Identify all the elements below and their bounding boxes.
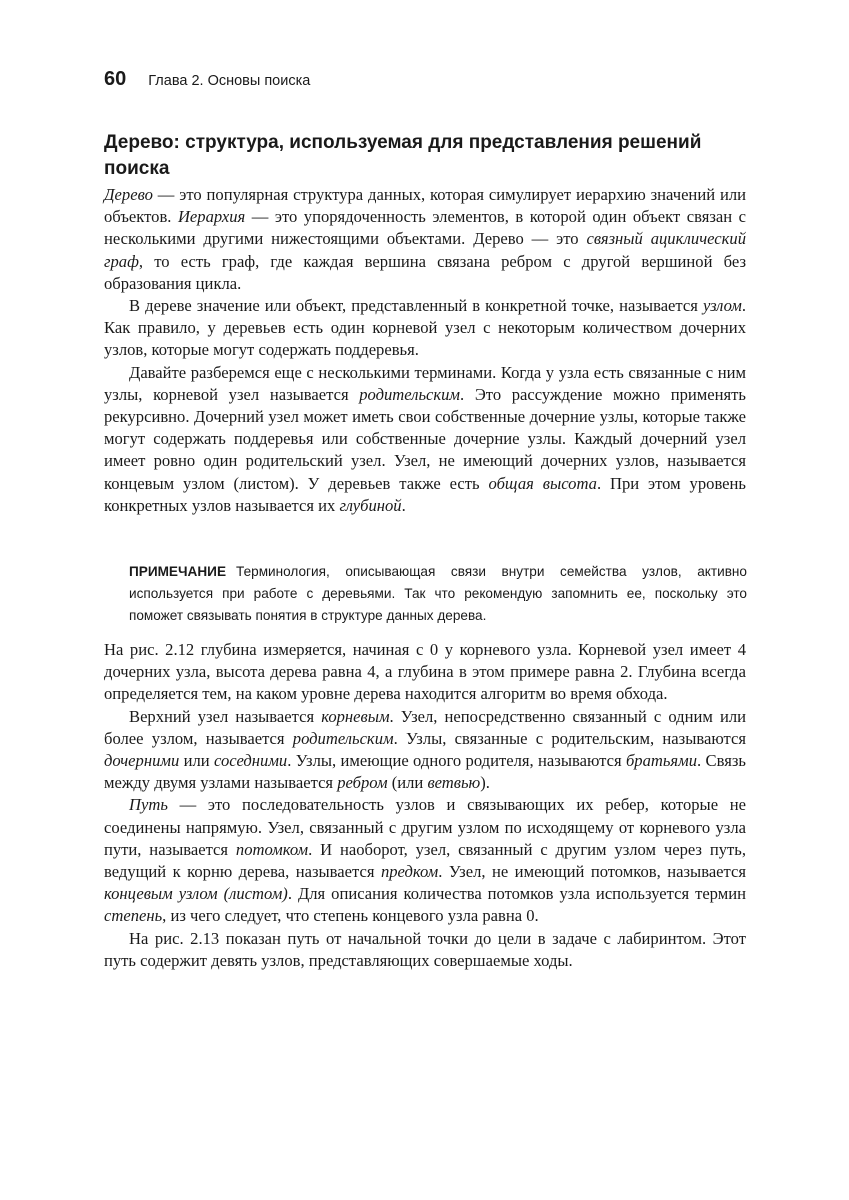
note-text: Терминология, описывающая связи внутри семейства узлов, активно используется при работе с деревьями. Так что рекомендую запомнить ее, поскольку это поможет связывать понятия в структуре данных дерева. [129,564,747,623]
section-title: Дерево: структура, используемая для представления решений поиска [104,132,702,179]
body-text-lower [104,639,746,972]
paragraph-terms: Давайте разберемся еще с несколькими терминами. Когда у узла есть связанные с ним узлы, корневой узел называется родительским. Это рассуждение можно применять рекурсивно. Дочерний узел может иметь свои собственные дочерние узлы, которые также могут содержать поддеревья или собственные дочерние узлы. Каждый дочерний узел имеет ровно один родительский узел. Узел, не имеющий дочерних узлов, называется концевым узлом (листом). У деревьев также есть общая высота. При этом уровень конкретных узлов называется их глубиной. [104,362,746,515]
paragraph-tree-definition: Дерево — это популярная структура данных, которая симулирует иерархию значений или объектов. Иерархия — это упорядоченность элементов, в которой один объект связан с несколькими другими нижестоящими объектами. Дерево — это связный ациклический граф, то есть граф, где каждая вершина связана ребром с другой вершиной без образования цикла. [104,185,746,293]
body-text-upper [104,184,746,517]
note-box [129,561,747,627]
note-label: ПРИМЕЧАНИЕ [129,564,227,579]
paragraph-path: Путь — это последовательность узлов и связывающих их ребер, которые не соединены напрямую. Узел, связанный с другим узлом по исходящему от корневого узла пути, называется потомком. И наоборот, узел, связанный с другим узлом через путь, ведущий к корню дерева, называется предком. Узел, не имеющий потомков, называется концевым узлом (листом). Для описания количества потомков узла используется термин степень, из чего следует, что степень концевого узла равна 0. [104,795,746,926]
paragraph-maze-path: На рис. 2.13 показан путь от начальной точки до цели в задаче с лабиринтом. Этот путь содержит девять узлов, представляющих совершаемые ходы. [104,928,746,970]
running-title: Глава 2. Основы поиска [148,73,311,89]
page-number: 60 [104,68,127,90]
paragraph-node: В дереве значение или объект, представленный в конкретной точке, называется узлом. Как правило, у деревьев есть один корневой узел с некоторым количеством дочерних узлов, которые могут содержать поддеревья. [104,296,746,360]
paragraph-depth: На рис. 2.12 глубина измеряется, начиная с 0 у корневого узла. Корневой узел имеет 4 дочерних узла, высота дерева равна 4, а глубина в этом примере равна 2. Глубина всегда определяется тем, на каком уровне дерева находится алгоритм во время обхода. [104,640,746,704]
page-header [104,68,310,91]
paragraph-root-parent: Верхний узел называется корневым. Узел, непосредственно связанный с одним или более узлом, называется родительским. Узлы, связанные с родительским, называются дочерними или соседними. Узлы, имеющие одного родителя, называются братьями. Связь между двумя узлами называется ребром (или ветвью). [104,706,746,793]
